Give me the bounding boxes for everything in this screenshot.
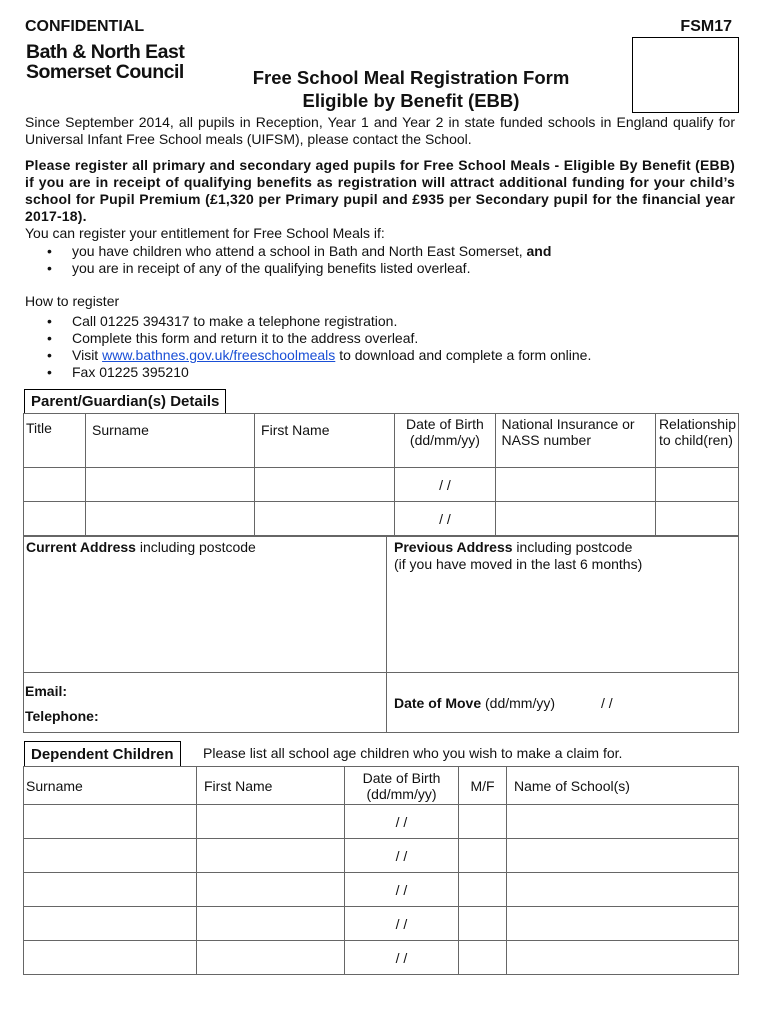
parent-first-name-field[interactable] <box>255 502 395 536</box>
previous-address-field[interactable]: Previous Address including postcode (if you have moved in the last 6 months) <box>386 536 739 673</box>
child-school-field[interactable] <box>507 873 739 907</box>
col-title: Title <box>24 414 86 468</box>
logo-line-1: Bath & North East <box>26 41 185 63</box>
how-to-register-heading: How to register <box>25 293 120 309</box>
col-relationship: Relationship to child(ren) <box>655 414 738 468</box>
parent-relationship-field[interactable] <box>655 502 738 536</box>
child-school-field[interactable] <box>507 907 739 941</box>
child-surname-field[interactable] <box>24 839 197 873</box>
child-school-field[interactable] <box>507 941 739 975</box>
child-first-name-field[interactable] <box>197 873 345 907</box>
ebb-notice: Please register all primary and secondary aged pupils for Free School Meals - Eligible By Benefit (EBB) if you are in receipt of qualifying benefits as registration will attract additional funding for your child’s school for Pupil Premium (£1,320 per Primary pupil and £935 per Secondary pupil for the financial year 2017-18). <box>25 157 735 224</box>
how-item-fax: • Fax 01225 395210 <box>25 364 591 381</box>
child-dob-field[interactable]: / / <box>345 839 459 873</box>
children-section-heading: Dependent Children <box>24 741 181 767</box>
eligibility-list <box>25 243 551 277</box>
eligibility-intro: You can register your entitlement for Free School Meals if: <box>25 225 385 241</box>
col-ni-number: National Insurance or NASS number <box>495 414 655 468</box>
intro-paragraph: Since September 2014, all pupils in Reception, Year 1 and Year 2 in state funded schools in England qualify for Universal Infant Free School meals (UIFSM), please contact the School. <box>25 114 735 147</box>
date-of-move-slashes: / / <box>601 695 613 711</box>
parent-ni-field[interactable] <box>495 502 655 536</box>
child-first-name-field[interactable] <box>197 805 345 839</box>
child-gender-field[interactable] <box>459 941 507 975</box>
child-school-field[interactable] <box>507 805 739 839</box>
parent-dob-field[interactable]: / / <box>395 468 495 502</box>
child-gender-field[interactable] <box>459 805 507 839</box>
child-dob-field[interactable]: / / <box>345 805 459 839</box>
fsm-website-link[interactable]: www.bathnes.gov.uk/freeschoolmeals <box>102 347 336 363</box>
council-logo <box>26 42 184 82</box>
child-first-name-field[interactable] <box>197 839 345 873</box>
contact-details-field[interactable] <box>23 672 387 733</box>
confidential-label: CONFIDENTIAL <box>25 18 145 35</box>
child-first-name-field[interactable] <box>197 941 345 975</box>
children-instruction: Please list all school age children who you wish to make a claim for. <box>203 745 623 761</box>
child-surname-field[interactable] <box>24 907 197 941</box>
child-surname-field[interactable] <box>24 805 197 839</box>
child-dob-field[interactable]: / / <box>345 907 459 941</box>
parent-dob-field[interactable]: / / <box>395 502 495 536</box>
child-surname-field[interactable] <box>24 941 197 975</box>
parent-first-name-field[interactable] <box>255 468 395 502</box>
parent-surname-field[interactable] <box>86 468 255 502</box>
how-item-post: • Complete this form and return it to the address overleaf. <box>25 330 591 347</box>
office-use-box <box>632 37 739 113</box>
form-title <box>210 66 612 112</box>
telephone-label: Telephone: <box>25 708 99 724</box>
title-line-2: Eligible by Benefit (EBB) <box>302 90 520 111</box>
col-surname: Surname <box>86 414 255 468</box>
parent-relationship-field[interactable] <box>655 468 738 502</box>
child-gender-field[interactable] <box>459 839 507 873</box>
parent-title-field[interactable] <box>24 502 86 536</box>
child-school-field[interactable] <box>507 839 739 873</box>
child-dob-field[interactable]: / / <box>345 873 459 907</box>
how-item-call: • Call 01225 394317 to make a telephone registration. <box>25 313 591 330</box>
col-child-surname: Surname <box>24 767 197 805</box>
form-code: FSM17 <box>680 18 732 35</box>
child-surname-field[interactable] <box>24 873 197 907</box>
col-child-dob: Date of Birth (dd/mm/yy) <box>345 767 459 805</box>
eligibility-item: • you have children who attend a school in Bath and North East Somerset, and <box>25 243 551 260</box>
child-first-name-field[interactable] <box>197 907 345 941</box>
current-address-field[interactable]: Current Address including postcode <box>23 536 387 673</box>
eligibility-item: • you are in receipt of any of the qualifying benefits listed overleaf. <box>25 260 551 277</box>
how-to-register-list <box>25 313 591 381</box>
col-first-name: First Name <box>255 414 395 468</box>
col-dob: Date of Birth (dd/mm/yy) <box>395 414 495 468</box>
email-label: Email: <box>25 683 68 699</box>
date-of-move-field[interactable]: Date of Move (dd/mm/yy) / / <box>386 672 739 733</box>
col-gender: M/F <box>459 767 507 805</box>
child-dob-field[interactable]: / / <box>345 941 459 975</box>
how-item-online: • Visit www.bathnes.gov.uk/freeschoolmeals to download and complete a form online. <box>25 347 591 364</box>
parent-section-heading: Parent/Guardian(s) Details <box>24 389 226 414</box>
parent-title-field[interactable] <box>24 468 86 502</box>
logo-line-2: Somerset Council <box>26 61 184 83</box>
parent-ni-field[interactable] <box>495 468 655 502</box>
title-line-1: Free School Meal Registration Form <box>252 67 570 88</box>
parent-surname-field[interactable] <box>86 502 255 536</box>
children-table <box>23 766 739 975</box>
col-child-first-name: First Name <box>197 767 345 805</box>
parent-details-table <box>23 413 739 536</box>
col-school-name: Name of School(s) <box>507 767 739 805</box>
child-gender-field[interactable] <box>459 907 507 941</box>
child-gender-field[interactable] <box>459 873 507 907</box>
